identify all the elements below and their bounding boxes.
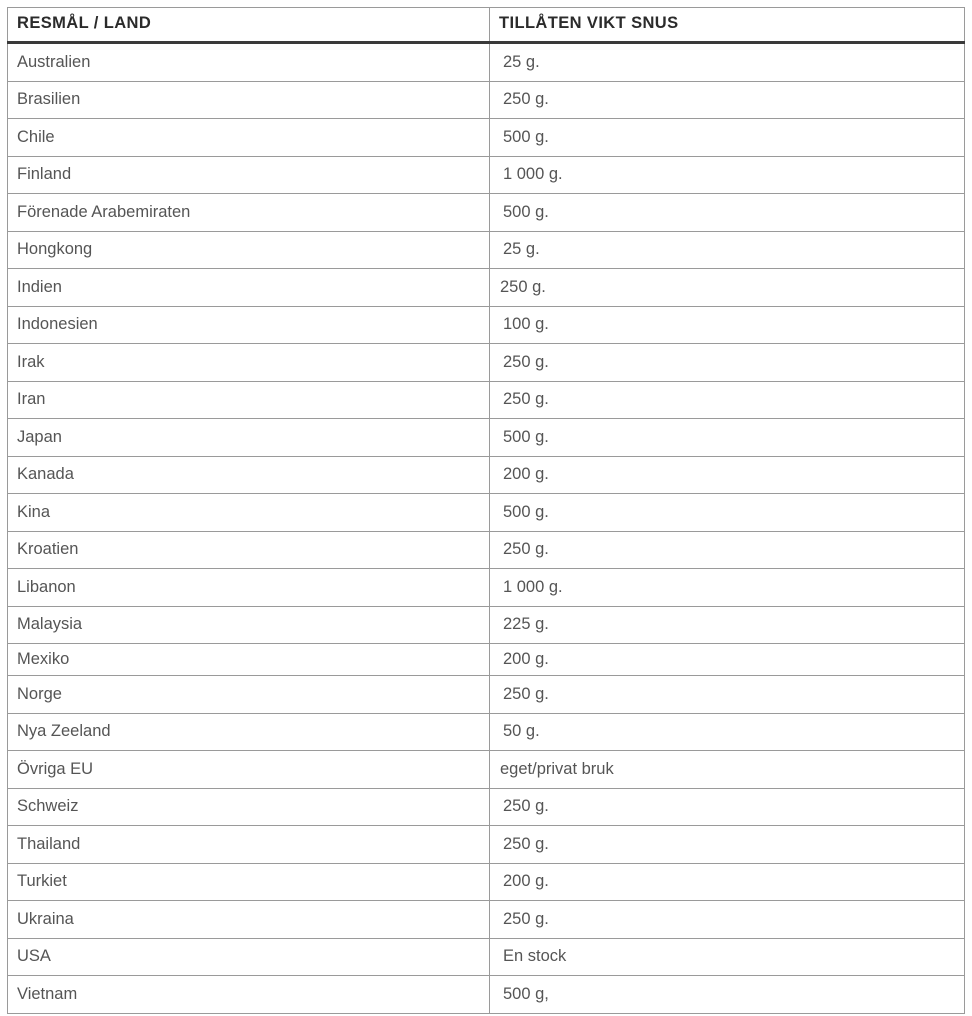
country-cell: Övriga EU [8, 751, 490, 789]
weight-cell: 200 g. [490, 644, 965, 676]
table-row [8, 863, 965, 901]
country-cell: Malaysia [8, 606, 490, 644]
table-row [8, 156, 965, 194]
country-cell: Mexiko [8, 644, 490, 676]
country-cell: Norge [8, 676, 490, 714]
table-row [8, 494, 965, 532]
table-row [8, 676, 965, 714]
weight-cell: 200 g. [490, 456, 965, 494]
table-row [8, 43, 965, 82]
country-cell: Iran [8, 381, 490, 419]
header-allowed-weight: TILLÅTEN VIKT SNUS [490, 8, 965, 43]
country-cell: Kroatien [8, 531, 490, 569]
weight-cell: 500 g. [490, 494, 965, 532]
country-cell: Kanada [8, 456, 490, 494]
weight-cell: 250 g. [490, 81, 965, 119]
country-cell: Irak [8, 344, 490, 382]
weight-cell: 225 g. [490, 606, 965, 644]
table-row [8, 269, 965, 307]
country-cell: Hongkong [8, 231, 490, 269]
weight-cell: En stock [490, 938, 965, 976]
weight-cell: 25 g. [490, 231, 965, 269]
weight-cell: 250 g. [490, 826, 965, 864]
table-row [8, 569, 965, 607]
weight-cell: 50 g. [490, 713, 965, 751]
table-row [8, 826, 965, 864]
table-row [8, 901, 965, 939]
weight-cell: 1 000 g. [490, 156, 965, 194]
table-row [8, 119, 965, 157]
table-row [8, 531, 965, 569]
header-row [8, 8, 965, 43]
country-cell: Förenade Arabemiraten [8, 194, 490, 232]
weight-cell: 1 000 g. [490, 569, 965, 607]
table-header [8, 8, 965, 43]
country-cell: Australien [8, 43, 490, 82]
weight-cell: 250 g. [490, 344, 965, 382]
table-row [8, 976, 965, 1014]
table-row [8, 231, 965, 269]
weight-cell: 500 g. [490, 119, 965, 157]
country-cell: USA [8, 938, 490, 976]
table-row [8, 194, 965, 232]
weight-cell: 250 g. [490, 676, 965, 714]
country-cell: Thailand [8, 826, 490, 864]
country-cell: Indien [8, 269, 490, 307]
country-cell: Vietnam [8, 976, 490, 1014]
country-cell: Turkiet [8, 863, 490, 901]
weight-cell: 500 g. [490, 194, 965, 232]
country-cell: Schweiz [8, 788, 490, 826]
weight-cell: 250 g. [490, 269, 965, 307]
country-cell: Chile [8, 119, 490, 157]
weight-cell: eget/privat bruk [490, 751, 965, 789]
table-row [8, 713, 965, 751]
weight-cell: 250 g. [490, 381, 965, 419]
country-cell: Nya Zeeland [8, 713, 490, 751]
weight-cell: 250 g. [490, 531, 965, 569]
table-row [8, 419, 965, 457]
table-row [8, 344, 965, 382]
weight-cell: 25 g. [490, 43, 965, 82]
table-row [8, 381, 965, 419]
weight-cell: 250 g. [490, 788, 965, 826]
header-destination: RESMÅL / LAND [8, 8, 490, 43]
table-row [8, 751, 965, 789]
table-row [8, 606, 965, 644]
country-cell: Ukraina [8, 901, 490, 939]
table-row [8, 788, 965, 826]
table-row [8, 81, 965, 119]
country-cell: Kina [8, 494, 490, 532]
country-cell: Indonesien [8, 306, 490, 344]
weight-cell: 500 g. [490, 419, 965, 457]
table-row [8, 456, 965, 494]
weight-cell: 100 g. [490, 306, 965, 344]
table-body [8, 43, 965, 1014]
weight-cell: 200 g. [490, 863, 965, 901]
table-row [8, 938, 965, 976]
country-cell: Brasilien [8, 81, 490, 119]
table-row [8, 644, 965, 676]
country-cell: Japan [8, 419, 490, 457]
country-cell: Finland [8, 156, 490, 194]
table-row [8, 306, 965, 344]
country-cell: Libanon [8, 569, 490, 607]
weight-cell: 500 g, [490, 976, 965, 1014]
weight-cell: 250 g. [490, 901, 965, 939]
snus-weight-table [7, 7, 965, 1014]
